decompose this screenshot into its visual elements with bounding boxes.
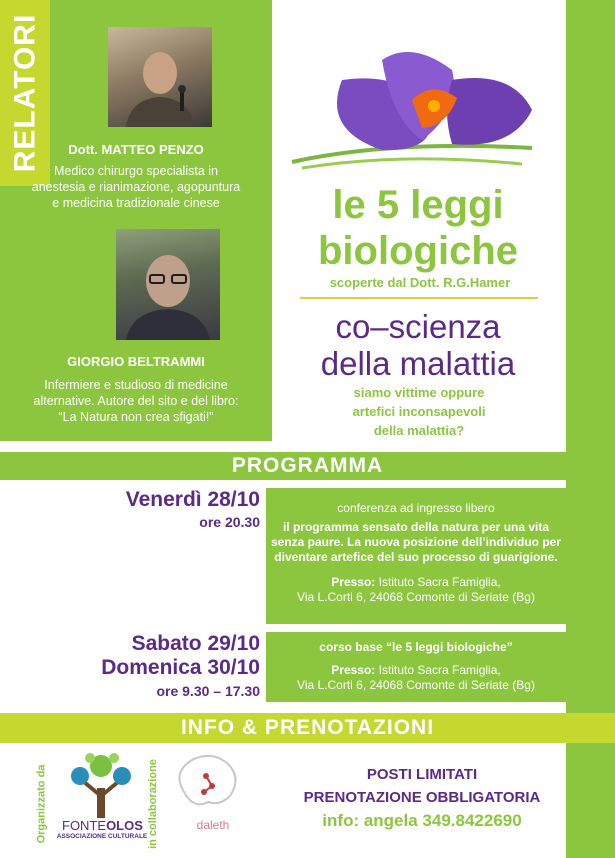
fonteolos-name: FONTEOLOS — [62, 818, 143, 833]
fonteolos-tree-logo — [66, 752, 136, 818]
speaker-photo-penzo — [108, 27, 212, 127]
prenotazione-obbligatoria: PRENOTAZIONE OBBLIGATORIA — [303, 789, 541, 806]
secondary-title: co–scienza della malattia — [320, 308, 516, 382]
event-details-box: conferenza ad ingresso libero il programma sensato della natura per una vita senza paure. La nuova posizione dell’individuo per diventare artefice del suo processo di guarigione. Presso: Istituto Sacra Famiglia, Via L.Corti 6, 24068 Comonte di Seriate (Bg) — [266, 488, 566, 624]
event-day: Sabato 29/10 — [131, 632, 260, 655]
event-day: Venerdì 28/10 — [125, 488, 260, 511]
relatori-label: RELATORI — [8, 13, 41, 173]
speaker-bio: Medico chirurgo specialista in anestesia e rianimazione, agopuntura e medicina tradizionale cinese — [31, 164, 241, 210]
posti-limitati: POSTI LIMITATI — [366, 766, 478, 783]
speaker-name: Dott. MATTEO PENZO — [68, 142, 204, 157]
daleth-brain-logo — [168, 752, 248, 818]
speaker-bio: Infermiere e studioso di medicine alternative. Autore del sito e del libro: “La Natura non crea sfigati!” — [33, 378, 239, 424]
event-time: ore 9.30 – 17.30 — [156, 683, 260, 699]
collaboration-label: in collaborazione — [147, 759, 160, 849]
event-details-box: corso base “le 5 leggi biologiche” Presso: Istituto Sacra Famiglia, Via L.Corti 6, 24068 Comonte di Seriate (Bg) — [266, 632, 566, 702]
programma-heading: PROGRAMMA — [231, 454, 384, 477]
main-title: le 5 leggi biologiche — [318, 183, 518, 273]
daleth-name: daleth — [196, 818, 230, 832]
event-day: Domenica 30/10 — [101, 656, 260, 679]
info-heading: INFO & PRENOTAZIONI — [180, 716, 435, 739]
organized-by-label: Organizzato da — [35, 764, 47, 844]
tagline-question: siamo vittime oppure artefici inconsapevoli della malattia? — [352, 385, 486, 438]
fonteolos-subtitle: ASSOCIAZIONE CULTURALE — [56, 833, 148, 840]
contact-info: info: angela 349.8422690 — [322, 811, 522, 830]
speaker-photo-beltrammi — [116, 229, 220, 340]
event-time: ore 20.30 — [199, 514, 260, 530]
crocus-flower-image — [282, 40, 550, 182]
speaker-name: GIORGIO BELTRAMMI — [67, 354, 205, 369]
subtitle: scoperte dal Dott. R.G.Hamer — [329, 275, 511, 290]
divider — [300, 297, 538, 299]
